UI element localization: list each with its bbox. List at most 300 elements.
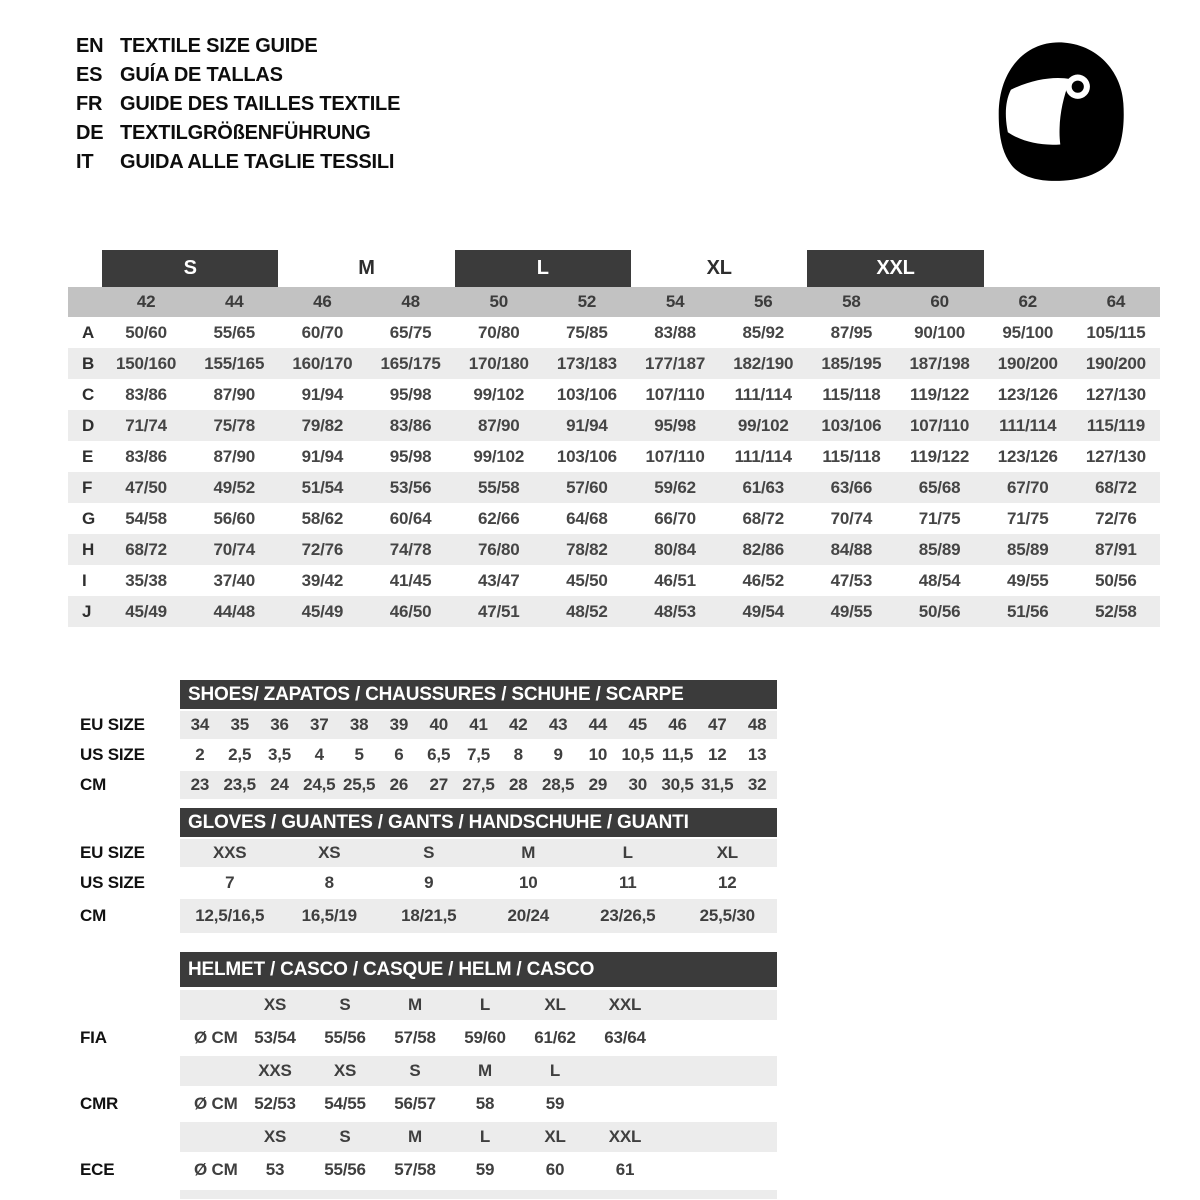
diameter-label: Ø CM bbox=[194, 1094, 238, 1113]
language-row bbox=[76, 61, 400, 90]
ece-sizes-row bbox=[68, 1122, 778, 1152]
glove-eu-size: M bbox=[521, 843, 536, 862]
shoe-eu-size: 46 bbox=[668, 715, 687, 734]
ece-values-row bbox=[68, 1155, 778, 1185]
numeric-size-header-row bbox=[68, 287, 1160, 317]
shoe-eu-size: 34 bbox=[190, 715, 210, 734]
measurement-value: 103/106 bbox=[556, 446, 617, 466]
measurement-value: 127/130 bbox=[1085, 384, 1146, 404]
gloves-us-row bbox=[68, 869, 778, 897]
measurement-value: 99/102 bbox=[737, 415, 789, 435]
measurement-value: 78/82 bbox=[566, 539, 608, 559]
measurement-value: 85/89 bbox=[1006, 539, 1049, 559]
helmet-size-label: XS bbox=[263, 1127, 287, 1146]
shoes-eu-row bbox=[68, 711, 778, 739]
measurement-value: 91/94 bbox=[301, 446, 344, 466]
helmet-size-label: XL bbox=[544, 1127, 566, 1146]
language-row bbox=[76, 32, 400, 61]
measurement-value: 119/122 bbox=[910, 446, 970, 466]
measurement-value: 150/160 bbox=[116, 353, 177, 373]
measurement-value: 61/63 bbox=[742, 477, 785, 497]
helmet-size-label: XXL bbox=[608, 995, 642, 1014]
helmet-title: HELMET / CASCO / CASQUE / HELM / CASCO bbox=[180, 952, 777, 987]
measurement-value: 41/45 bbox=[389, 570, 432, 590]
measurement-value: 75/78 bbox=[213, 415, 256, 435]
measurement-value: 68/72 bbox=[125, 539, 167, 559]
measurement-value: 115/118 bbox=[822, 446, 881, 466]
gloves-title: GLOVES / GUANTES / GANTS / HANDSCHUHE / GUANTI bbox=[180, 808, 777, 837]
table-row bbox=[68, 596, 1160, 627]
glove-eu-size: XL bbox=[716, 843, 738, 862]
measurement-value: 87/91 bbox=[1095, 539, 1137, 559]
table-row bbox=[68, 317, 1160, 348]
helmet-size-value: 53/54 bbox=[254, 1028, 296, 1047]
helmet-size-value: 60 bbox=[545, 1160, 565, 1179]
measurement-value: 49/55 bbox=[830, 601, 873, 621]
measurement-value: 105/115 bbox=[1086, 322, 1146, 342]
standard-label-spacer bbox=[68, 990, 180, 1020]
shoe-us-size: 9 bbox=[553, 745, 563, 764]
measurement-value: 123/126 bbox=[997, 384, 1058, 404]
standard-label: FIA bbox=[80, 1028, 107, 1047]
measurement-value: 91/94 bbox=[301, 384, 344, 404]
shoe-us-size: 2,5 bbox=[228, 745, 252, 764]
numeric-size-label: 56 bbox=[753, 292, 773, 311]
measurement-value: 83/88 bbox=[654, 322, 696, 342]
shoe-cm-size: 27 bbox=[429, 775, 448, 794]
numeric-size-label: 48 bbox=[401, 292, 420, 311]
helmet-size-value: 63/64 bbox=[604, 1028, 646, 1047]
glove-cm-size: 25,5/30 bbox=[699, 906, 755, 925]
shoe-cm-size: 32 bbox=[747, 775, 767, 794]
standard-label: CMR bbox=[80, 1094, 119, 1113]
shoe-us-size: 13 bbox=[747, 745, 767, 764]
helmet-header-row bbox=[68, 952, 778, 987]
glove-eu-size: S bbox=[423, 843, 435, 862]
measurement-row-label: F bbox=[82, 477, 93, 497]
table-row bbox=[68, 565, 1160, 596]
shoe-us-size: 8 bbox=[513, 745, 523, 764]
measurement-value: 60/70 bbox=[301, 322, 344, 342]
shoe-eu-size: 43 bbox=[548, 715, 568, 734]
shoe-cm-size: 29 bbox=[588, 775, 608, 794]
shoe-eu-size: 36 bbox=[270, 715, 289, 734]
gloves-label-spacer bbox=[68, 808, 180, 837]
shoe-cm-size: 28 bbox=[509, 775, 528, 794]
helmet-section bbox=[68, 952, 778, 1199]
size-group-label: XL bbox=[706, 257, 732, 279]
measurement-value: 177/187 bbox=[645, 353, 706, 373]
numeric-size-label: 50 bbox=[489, 292, 508, 311]
shoes-title: SHOES/ ZAPATOS / CHAUSSURES / SCHUHE / SCARPE bbox=[180, 680, 777, 709]
measurement-value: 95/98 bbox=[389, 384, 432, 404]
gloves-eu-row bbox=[68, 839, 778, 867]
glove-eu-size: XS bbox=[318, 843, 341, 862]
measurement-rows bbox=[68, 317, 1160, 627]
helmet-size-label: M bbox=[408, 1127, 422, 1146]
measurement-value: 44/48 bbox=[213, 601, 256, 621]
helmet-size-label: XS bbox=[263, 995, 287, 1014]
language-title: TEXTILE SIZE GUIDE bbox=[120, 35, 318, 57]
helmet-size-value: 59 bbox=[545, 1094, 565, 1113]
measurement-value: 187/198 bbox=[909, 353, 970, 373]
helmet-size-label: XL bbox=[544, 995, 566, 1014]
measurement-value: 72/76 bbox=[1095, 508, 1137, 528]
table-row bbox=[68, 348, 1160, 379]
measurement-value: 87/90 bbox=[213, 384, 256, 404]
measurement-row-label: H bbox=[82, 539, 95, 559]
measurement-value: 185/195 bbox=[821, 353, 882, 373]
size-group-label: XXL bbox=[807, 250, 983, 287]
measurement-value: 37/40 bbox=[213, 570, 256, 590]
shoe-us-size: 7,5 bbox=[466, 745, 491, 764]
measurement-value: 79/82 bbox=[301, 415, 344, 435]
measurement-value: 51/56 bbox=[1006, 601, 1049, 621]
helmet-size-label: XS bbox=[333, 1061, 357, 1080]
measurement-value: 127/130 bbox=[1085, 446, 1146, 466]
measurement-value: 55/65 bbox=[213, 322, 256, 342]
measurement-value: 46/50 bbox=[389, 601, 432, 621]
table-row bbox=[68, 379, 1160, 410]
measurement-value: 47/50 bbox=[125, 477, 167, 497]
shoe-cm-size: 30,5 bbox=[661, 775, 694, 794]
measurement-value: 95/100 bbox=[1002, 322, 1054, 342]
shoes-us-row bbox=[68, 741, 778, 769]
measurement-value: 83/86 bbox=[125, 446, 167, 466]
fia-sizes-row bbox=[68, 990, 778, 1020]
measurement-value: 90/100 bbox=[914, 322, 965, 342]
cm-label: CM bbox=[80, 906, 107, 925]
language-title: GUIDE DES TAILLES TEXTILE bbox=[120, 93, 401, 115]
glove-us-size: 11 bbox=[618, 873, 637, 892]
shoes-header-row bbox=[68, 680, 778, 709]
gloves-section bbox=[68, 806, 778, 933]
measurement-value: 39/42 bbox=[301, 570, 344, 590]
helmet-size-label: L bbox=[479, 1127, 491, 1146]
numeric-size-label: 62 bbox=[1018, 292, 1037, 311]
measurement-value: 64/68 bbox=[566, 508, 608, 528]
measurement-value: 111/114 bbox=[999, 415, 1057, 435]
measurement-value: 68/72 bbox=[742, 508, 785, 528]
measurement-value: 123/126 bbox=[997, 446, 1058, 466]
shoes-cm-row bbox=[68, 771, 778, 799]
shoe-us-size: 6,5 bbox=[427, 745, 451, 764]
measurement-value: 182/190 bbox=[733, 353, 794, 373]
helmet-size-value: 59/60 bbox=[464, 1028, 506, 1047]
measurement-value: 82/86 bbox=[742, 539, 785, 559]
standard-label-spacer bbox=[68, 1122, 180, 1152]
language-title: GUÍA DE TALLAS bbox=[120, 64, 283, 86]
helmet-size-value: 54/55 bbox=[324, 1094, 366, 1113]
measurement-value: 46/51 bbox=[654, 570, 696, 590]
measurement-value: 49/54 bbox=[742, 601, 785, 621]
measurement-row-label: E bbox=[82, 446, 94, 466]
language-row bbox=[76, 90, 400, 119]
measurement-value: 95/98 bbox=[654, 415, 696, 435]
measurement-value: 47/51 bbox=[477, 601, 520, 621]
measurement-row-label: D bbox=[82, 415, 95, 435]
numeric-size-label: 52 bbox=[577, 292, 597, 311]
measurement-value: 119/122 bbox=[910, 384, 970, 404]
measurement-value: 67/70 bbox=[1006, 477, 1049, 497]
size-group-label: M bbox=[358, 257, 375, 279]
measurement-value: 43/47 bbox=[477, 570, 520, 590]
header-spacer bbox=[68, 250, 102, 287]
glove-cm-size: 18/21,5 bbox=[401, 906, 457, 925]
helmet-size-value: 55/56 bbox=[324, 1028, 366, 1047]
measurement-value: 95/98 bbox=[389, 446, 432, 466]
measurement-value: 49/52 bbox=[213, 477, 256, 497]
helmet-size-label: M bbox=[478, 1061, 492, 1080]
helmet-size-label: L bbox=[549, 1061, 561, 1080]
shoes-label-spacer bbox=[68, 680, 180, 709]
measurement-value: 71/75 bbox=[1006, 508, 1049, 528]
measurement-value: 49/55 bbox=[1006, 570, 1049, 590]
helmet-size-value: 58 bbox=[475, 1094, 495, 1113]
helmet-size-label: XXL bbox=[608, 1127, 642, 1146]
measurement-value: 35/38 bbox=[125, 570, 167, 590]
glove-us-size: 9 bbox=[424, 873, 434, 892]
cutoff-row-strip bbox=[180, 1190, 777, 1199]
measurement-value: 72/76 bbox=[301, 539, 344, 559]
shoe-us-size: 12 bbox=[708, 745, 727, 764]
measurement-value: 80/84 bbox=[654, 539, 696, 559]
helmet-size-value: 53 bbox=[265, 1160, 285, 1179]
shoe-cm-size: 23,5 bbox=[223, 775, 256, 794]
numeric-size-label: 64 bbox=[1106, 292, 1126, 311]
measurement-value: 71/74 bbox=[125, 415, 167, 435]
measurement-value: 75/85 bbox=[566, 322, 608, 342]
measurement-value: 111/114 bbox=[734, 384, 792, 404]
shoe-eu-size: 38 bbox=[349, 715, 369, 734]
eu-size-label: EU SIZE bbox=[80, 843, 145, 862]
measurement-value: 59/62 bbox=[654, 477, 696, 497]
shoe-eu-size: 40 bbox=[429, 715, 448, 734]
measurement-value: 87/95 bbox=[830, 322, 873, 342]
measurement-row-label: B bbox=[82, 353, 95, 373]
eu-size-label: EU SIZE bbox=[80, 715, 145, 734]
measurement-value: 55/58 bbox=[477, 477, 520, 497]
shoe-eu-size: 39 bbox=[389, 715, 409, 734]
measurement-value: 74/78 bbox=[389, 539, 432, 559]
measurement-value: 58/62 bbox=[301, 508, 344, 528]
helmet-icon bbox=[982, 30, 1134, 192]
measurement-value: 99/102 bbox=[473, 384, 525, 404]
measurement-value: 45/50 bbox=[566, 570, 608, 590]
measurement-value: 48/53 bbox=[654, 601, 696, 621]
measurement-value: 170/180 bbox=[468, 353, 529, 373]
shoe-us-size: 11,5 bbox=[661, 745, 694, 764]
measurement-value: 51/54 bbox=[301, 477, 344, 497]
shoe-cm-size: 23 bbox=[190, 775, 210, 794]
glove-us-size: 8 bbox=[324, 873, 334, 892]
shoe-cm-size: 30 bbox=[628, 775, 647, 794]
glove-cm-size: 20/24 bbox=[507, 906, 550, 925]
helmet-size-value: 57/58 bbox=[394, 1028, 436, 1047]
language-titles bbox=[76, 32, 400, 177]
measurement-value: 48/54 bbox=[918, 570, 961, 590]
diameter-label: Ø CM bbox=[194, 1028, 238, 1047]
cmr-sizes-row bbox=[68, 1056, 778, 1086]
measurement-value: 54/58 bbox=[125, 508, 167, 528]
table-row bbox=[68, 410, 1160, 441]
helmet-size-label: XXS bbox=[258, 1061, 292, 1080]
language-code: FR bbox=[76, 93, 103, 115]
language-row bbox=[76, 148, 400, 177]
measurement-value: 87/90 bbox=[477, 415, 520, 435]
helmet-size-label: M bbox=[408, 995, 422, 1014]
measurement-value: 52/58 bbox=[1095, 601, 1137, 621]
table-row bbox=[68, 441, 1160, 472]
helmet-size-value: 56/57 bbox=[394, 1094, 436, 1113]
gloves-header-row bbox=[68, 808, 778, 837]
language-row bbox=[76, 119, 400, 148]
numeric-size-label: 58 bbox=[842, 292, 861, 311]
shoe-cm-size: 27,5 bbox=[462, 775, 495, 794]
us-size-label: US SIZE bbox=[80, 873, 145, 892]
glove-eu-size: L bbox=[622, 843, 633, 862]
shoe-cm-size: 24 bbox=[270, 775, 289, 794]
measurement-value: 87/90 bbox=[213, 446, 256, 466]
measurement-value: 63/66 bbox=[830, 477, 873, 497]
helmet-size-label: L bbox=[479, 995, 491, 1014]
cm-label: CM bbox=[80, 775, 107, 794]
shoe-us-size: 4 bbox=[314, 745, 324, 764]
measurement-value: 111/114 bbox=[734, 446, 792, 466]
glove-us-size: 12 bbox=[717, 873, 737, 892]
shoe-cm-size: 31,5 bbox=[701, 775, 734, 794]
measurement-value: 115/119 bbox=[1086, 415, 1145, 435]
shoe-us-size: 3,5 bbox=[267, 745, 292, 764]
size-group-header-row bbox=[68, 250, 1160, 287]
shoe-eu-size: 35 bbox=[230, 715, 249, 734]
measurement-value: 91/94 bbox=[566, 415, 608, 435]
language-code: IT bbox=[76, 151, 94, 173]
fia-values-row bbox=[68, 1023, 778, 1053]
shoe-cm-size: 25,5 bbox=[342, 775, 376, 794]
measurement-value: 70/80 bbox=[477, 322, 520, 342]
measurement-value: 83/86 bbox=[125, 384, 167, 404]
measurement-row-label: C bbox=[82, 384, 95, 404]
measurement-value: 70/74 bbox=[830, 508, 873, 528]
measurement-value: 47/53 bbox=[830, 570, 873, 590]
measurement-value: 160/170 bbox=[292, 353, 353, 373]
measurement-value: 62/66 bbox=[477, 508, 520, 528]
numeric-size-label: 46 bbox=[313, 292, 332, 311]
size-group-label: L bbox=[455, 250, 631, 287]
measurement-value: 48/52 bbox=[566, 601, 608, 621]
shoe-eu-size: 47 bbox=[708, 715, 727, 734]
glove-cm-size: 12,5/16,5 bbox=[195, 906, 265, 925]
helmet-size-value: 57/58 bbox=[394, 1160, 436, 1179]
diameter-label: Ø CM bbox=[194, 1160, 238, 1179]
measurement-value: 45/49 bbox=[301, 601, 344, 621]
measurement-value: 60/64 bbox=[389, 508, 432, 528]
helmet-size-value: 55/56 bbox=[324, 1160, 366, 1179]
measurement-value: 66/70 bbox=[654, 508, 696, 528]
measurement-value: 107/110 bbox=[645, 446, 705, 466]
shoe-us-size: 2 bbox=[195, 745, 205, 764]
size-group-label: S bbox=[102, 250, 278, 287]
helmet-label-spacer bbox=[68, 952, 180, 987]
measurement-value: 103/106 bbox=[821, 415, 882, 435]
numeric-size-label: 54 bbox=[665, 292, 685, 311]
helmet-size-label: S bbox=[409, 1061, 421, 1080]
measurement-value: 190/200 bbox=[1085, 353, 1146, 373]
measurement-value: 85/92 bbox=[742, 322, 785, 342]
measurement-value: 50/56 bbox=[918, 601, 961, 621]
measurement-row-label: G bbox=[82, 508, 96, 528]
standard-label-spacer bbox=[68, 1056, 180, 1086]
measurement-value: 84/88 bbox=[830, 539, 873, 559]
measurement-value: 70/74 bbox=[213, 539, 256, 559]
measurement-value: 53/56 bbox=[389, 477, 432, 497]
glove-eu-size: XXS bbox=[213, 843, 247, 862]
measurement-value: 115/118 bbox=[822, 384, 881, 404]
language-code: ES bbox=[76, 64, 103, 86]
language-title: TEXTILGRÖßENFÜHRUNG bbox=[120, 122, 371, 144]
measurement-value: 68/72 bbox=[1095, 477, 1137, 497]
measurement-value: 155/165 bbox=[204, 353, 265, 373]
helmet-size-value: 61 bbox=[615, 1160, 635, 1179]
language-code: EN bbox=[76, 35, 104, 57]
glove-cm-size: 16,5/19 bbox=[301, 906, 357, 925]
measurement-value: 83/86 bbox=[389, 415, 432, 435]
measurement-value: 65/75 bbox=[389, 322, 432, 342]
measurement-value: 85/89 bbox=[918, 539, 961, 559]
measurement-value: 76/80 bbox=[477, 539, 520, 559]
helmet-size-label: S bbox=[339, 1127, 351, 1146]
shoe-cm-size: 26 bbox=[389, 775, 409, 794]
shoe-cm-size: 24,5 bbox=[303, 775, 336, 794]
measurement-row-label: J bbox=[82, 601, 92, 621]
helmet-size-value: 59 bbox=[475, 1160, 495, 1179]
shoe-us-size: 6 bbox=[394, 745, 404, 764]
helmet-size-value: 52/53 bbox=[254, 1094, 296, 1113]
language-code: DE bbox=[76, 122, 104, 144]
glove-us-size: 7 bbox=[225, 873, 235, 892]
measurement-value: 50/60 bbox=[125, 322, 167, 342]
measurement-value: 107/110 bbox=[645, 384, 705, 404]
measurement-value: 173/183 bbox=[556, 353, 617, 373]
numeric-size-label: 44 bbox=[224, 292, 244, 311]
measurement-value: 46/52 bbox=[742, 570, 785, 590]
shoe-eu-size: 44 bbox=[588, 715, 608, 734]
standard-label: ECE bbox=[80, 1160, 115, 1179]
us-size-label: US SIZE bbox=[80, 745, 145, 764]
shoe-us-size: 10,5 bbox=[621, 745, 654, 764]
measurement-value: 50/56 bbox=[1095, 570, 1137, 590]
textile-size-table bbox=[68, 250, 1160, 627]
measurement-value: 99/102 bbox=[473, 446, 525, 466]
measurement-value: 107/110 bbox=[910, 415, 970, 435]
numeric-size-label: 42 bbox=[136, 292, 156, 311]
cmr-values-row bbox=[68, 1089, 778, 1119]
helmet-size-value: 61/62 bbox=[534, 1028, 576, 1047]
measurement-value: 71/75 bbox=[918, 508, 961, 528]
measurement-value: 65/68 bbox=[918, 477, 961, 497]
shoe-us-size: 10 bbox=[588, 745, 608, 764]
numeric-size-label: 60 bbox=[930, 292, 949, 311]
measurement-value: 57/60 bbox=[566, 477, 608, 497]
shoe-cm-size: 28,5 bbox=[541, 775, 575, 794]
table-row bbox=[68, 534, 1160, 565]
gloves-cm-row bbox=[68, 899, 778, 933]
table-row bbox=[68, 503, 1160, 534]
shoe-eu-size: 48 bbox=[747, 715, 767, 734]
shoe-us-size: 5 bbox=[354, 745, 364, 764]
measurement-value: 165/175 bbox=[380, 353, 441, 373]
